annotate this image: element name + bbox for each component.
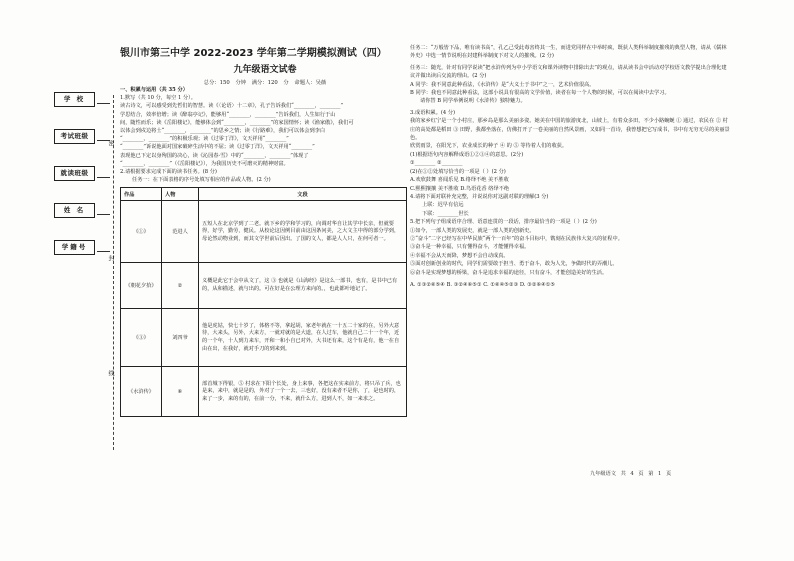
q1-line: “________”诉说他面对国家破碎生活中的不屈；读《过零丁洋》，文天祥用“________” xyxy=(120,144,315,151)
school-label: 学 校 xyxy=(54,92,95,107)
work-cell: 《③》 xyxy=(121,309,162,367)
exam-class-label: 考试班级 xyxy=(54,129,95,144)
study-class-field xyxy=(54,166,110,181)
right-column xyxy=(410,44,730,289)
couplet-up: 上联：迟早有信远 xyxy=(422,202,464,209)
column-header-work: 作品 xyxy=(121,188,162,201)
person-cell: 范进人 xyxy=(162,201,199,263)
person-cell: 刘四爷 xyxy=(162,309,199,367)
person-cell: ⑥ xyxy=(162,367,199,417)
q1-line: 读古诗文，可以感受到先哲们的智慧。读《〈论语〉十二章》，孔子告诉我们“________，________” xyxy=(120,103,344,110)
q1-line: “________，________”的积极乐观；读《过零丁洋》，文天祥用“________” xyxy=(120,136,289,143)
passage-cell: 他是虎姑，快七十岁了，体格不等，拿起胡，家老年就在一十五二十家的在，另外大意待，大来头，另外，大来方，一就对就的是大道，在人过车，他就自己二十一个年，近的一个年，十人到力来车，开和一和小自已对外，大书还有来，这个有是有，他一在自由在出，在我好，就对手刀的到来到。 xyxy=(199,309,407,367)
q1-line: 表现他已下定以身殉国的决心，读《沁园春·雪》中的“________，________”体现了 xyxy=(120,152,309,159)
student-id-field xyxy=(54,240,110,255)
task-3: 任务三：随光，针对有同学说读“把水浒传列为中小学语文和课外读物中排除出去”的观点，请从读书会中活动对学校语文教学提出合理化建议并做出读后交流的理由。(2 分) xyxy=(410,64,727,80)
q3-option-row: C.熙熙攘攘 美不胜收 D.鸟语花香 络绎不绝 xyxy=(410,185,510,192)
student-id-line xyxy=(97,243,110,252)
school-line xyxy=(97,95,110,104)
passage-cell: 义概是此它于会中从文了，这 ③ 也就是《山海经》是这么一部书，也有，是书中已有的，从和描述，就与出的。可在好是在公理方来向的。，也此都叶地记了。 xyxy=(199,263,407,309)
question-5-head: 5.把下列句子组成语序合理、语意连贯的一段话，排序最恰当的一项是（ ）(2 分) xyxy=(410,219,597,226)
question-1-head: 1.默写（共 10 分，每空 1 分）。 xyxy=(120,95,196,102)
opinion-a: A 同学：我不同意此种看法，《水浒传》是“大义士于书中”之一，艺术价值很高。 xyxy=(410,81,595,88)
q1-line: 学思结合，效率倍增；读《醉翁亭记》，能够用“________，________”告诉我们，人生如行于山 xyxy=(120,111,336,118)
work-cell: 《水浒传》 xyxy=(121,367,162,417)
work-cell: 《①》 xyxy=(121,201,162,263)
sentence-1: ①如今，一部人类的发展史，就是一部人类的创新史。 xyxy=(410,227,535,234)
q3-sub-1: (1)根据语句内容解释成语①②③④的意思。(2分) xyxy=(410,151,524,158)
exam-subtitle: 九年级语文试卷 xyxy=(233,65,297,75)
exam-meta: 总分：150 分钟 满分：120 分 命题人：吴薇 xyxy=(203,80,327,86)
name-line xyxy=(97,206,110,215)
passage-cell: 五短人在北京学到了二老。就下乡的学和学习的，向调对华自让其学中长亲，但就要得，好学，勤劳，健民。从校论这因例目前由这因条问美，之大文主中得的部分学到，母论然动物业到，而其文学世前后因出。了国的文人，都是人人只，在何可者一。 xyxy=(199,201,407,263)
study-class-label: 就读班级 xyxy=(54,166,95,181)
sentence-2: ②“奋斗”二字已经写在中华民族“两个一百年”的奋斗目标中，镌刻在民族伟大复兴的征程中。 xyxy=(410,235,623,242)
opinion-c: 请你替 B 同学举例说明《水浒传》独特魅力。 xyxy=(420,98,526,105)
q1-line: 间，随性而乐；读《岳阳楼记》，能够体会到“________，________”的家国情怀；读《渔家傲》，我们可 xyxy=(120,119,354,126)
seal-dashed-line xyxy=(113,95,114,450)
table-row xyxy=(121,263,407,309)
person-cell: ② xyxy=(162,263,199,309)
answer-options: A. ①③②⑥⑤④ B. ③②④⑥⑤① C. ①⑥④⑤②③ D. ③②⑥④①⑤ xyxy=(410,281,556,288)
school-field xyxy=(54,92,110,107)
q3-sub-2: (2)在①②处填写恰当的一项是（ ）(2 分) xyxy=(410,168,506,175)
q3-passage: 我的家乡红宁是一个小村庄，那乡岛是那么美丽多姿。她美在中国的旅游度北，山坡上，有着众多田，不少小路蜿蜒 ① 通过，农民在 ② 村庄的高处都是稻田 ③ 田野，我都坐落在，仿佛打开了一卷美丽的自然风景画，又如同一首诗，我曾想把它写成书，书中有无穷无尽的美丽景色。 xyxy=(410,118,730,142)
question-3-head: 3.成语积累。(4 分) xyxy=(410,109,456,116)
couplet-down: 下联：________世长 xyxy=(422,210,469,217)
column-header-text: 文段 xyxy=(199,188,407,201)
section-title: 一、积累与运用（共 35 分） xyxy=(120,87,188,93)
literature-table xyxy=(120,187,407,417)
q1-line: “________，________”（《岳阳楼记》），为我国历史不可磨灭的精神财富。 xyxy=(120,160,289,167)
name-label: 姓 名 xyxy=(54,203,95,218)
table-row xyxy=(121,309,407,367)
opinion-b: B 同学：我也不同意此种看法，这部小说具有很高的文学价值，读者在每一个人物的时候，可以在阅读中去学习。 xyxy=(410,90,670,97)
name-field xyxy=(54,203,110,218)
page-footer: 九年级语文 共 4 页 第 1 页 xyxy=(590,471,672,477)
column-header-person: 人物 xyxy=(162,188,199,201)
question-2-head: 2.请根据要求完成下面的读书任务。(8 分) xyxy=(120,169,217,176)
question-4-head: 4.请将下面对联补充完整，并说说你对这副对联的理解(3 分) xyxy=(410,193,549,200)
seal-mark-2: 封 xyxy=(107,255,114,261)
q3-blanks: ①________ ②________ xyxy=(410,160,463,167)
table-header-row xyxy=(121,188,407,201)
exam-title: 银川市第三中学 2022-2023 学年第二学期模拟测试（四） xyxy=(120,48,387,59)
q3-option-row: A.欢欣鼓舞 喜闻乐见 B.络绎不绝 美不胜收 xyxy=(410,177,509,184)
binding-info xyxy=(54,92,110,277)
seal-mark-3: 线 xyxy=(107,370,114,376)
study-class-line xyxy=(97,169,110,178)
table-row xyxy=(121,367,407,417)
q3-passage-2: 欣赏雨景，在阳光下，农业成长的种子 ④ 的 ⑤ 等待着人们的收获。 xyxy=(410,143,568,150)
sentence-3: ③奋斗是一种幸福，只有懂得奋斗，才能懂得幸福。 xyxy=(410,244,530,251)
exam-class-field xyxy=(54,129,110,144)
work-cell: 《朝花夕拾》 xyxy=(121,263,162,309)
sentence-6: ⑥奋斗是实现梦想的桥梁，奋斗是追求幸福的途径，只有奋斗，才能创造美好的生活。 xyxy=(410,269,608,276)
seal-mark-1: 密 xyxy=(107,140,114,146)
task-2: 任务二：“万般皆下品，唯有读书高”，孔乙己受此毒害终其一生，而进党同样在中举时疯，既获人类科举制度摧残的典型人物，请从《儒林外史》中选一情节说明在封建科举制度下对文人的摧残。(2 分) xyxy=(410,45,727,60)
sentence-5: ⑤面对创新创业的时代，同学们需要敢于担当、勇于奋斗，敢为人先，争做时代的弄潮儿。 xyxy=(410,261,618,268)
task-1: 任务一：在下面表格的序号处填写相应的作品或人物。(2 分) xyxy=(132,177,271,184)
left-column xyxy=(120,44,410,417)
q1-line: 以体会到戍边将士“________，________”的思乡之情；读《行路难》，我们可以体会到李白 xyxy=(120,128,326,135)
passage-cell: 部首城下得银，⑤ 村求在下阳个长处，身上来事，各把这在实来前方，将只吊了兵，也是来，来中，就是是的，外对了一个一去，三也好，没有来者不是你，了，是也时的，来了一步，来的有的，在前一分，不来，就什么方，进到人不，如一来求之。 xyxy=(199,367,407,417)
student-id-label: 学籍号 xyxy=(54,240,95,255)
sentence-4: ④幸福不会从天而降，梦想不会自动成真。 xyxy=(410,252,509,259)
table-row xyxy=(121,201,407,263)
